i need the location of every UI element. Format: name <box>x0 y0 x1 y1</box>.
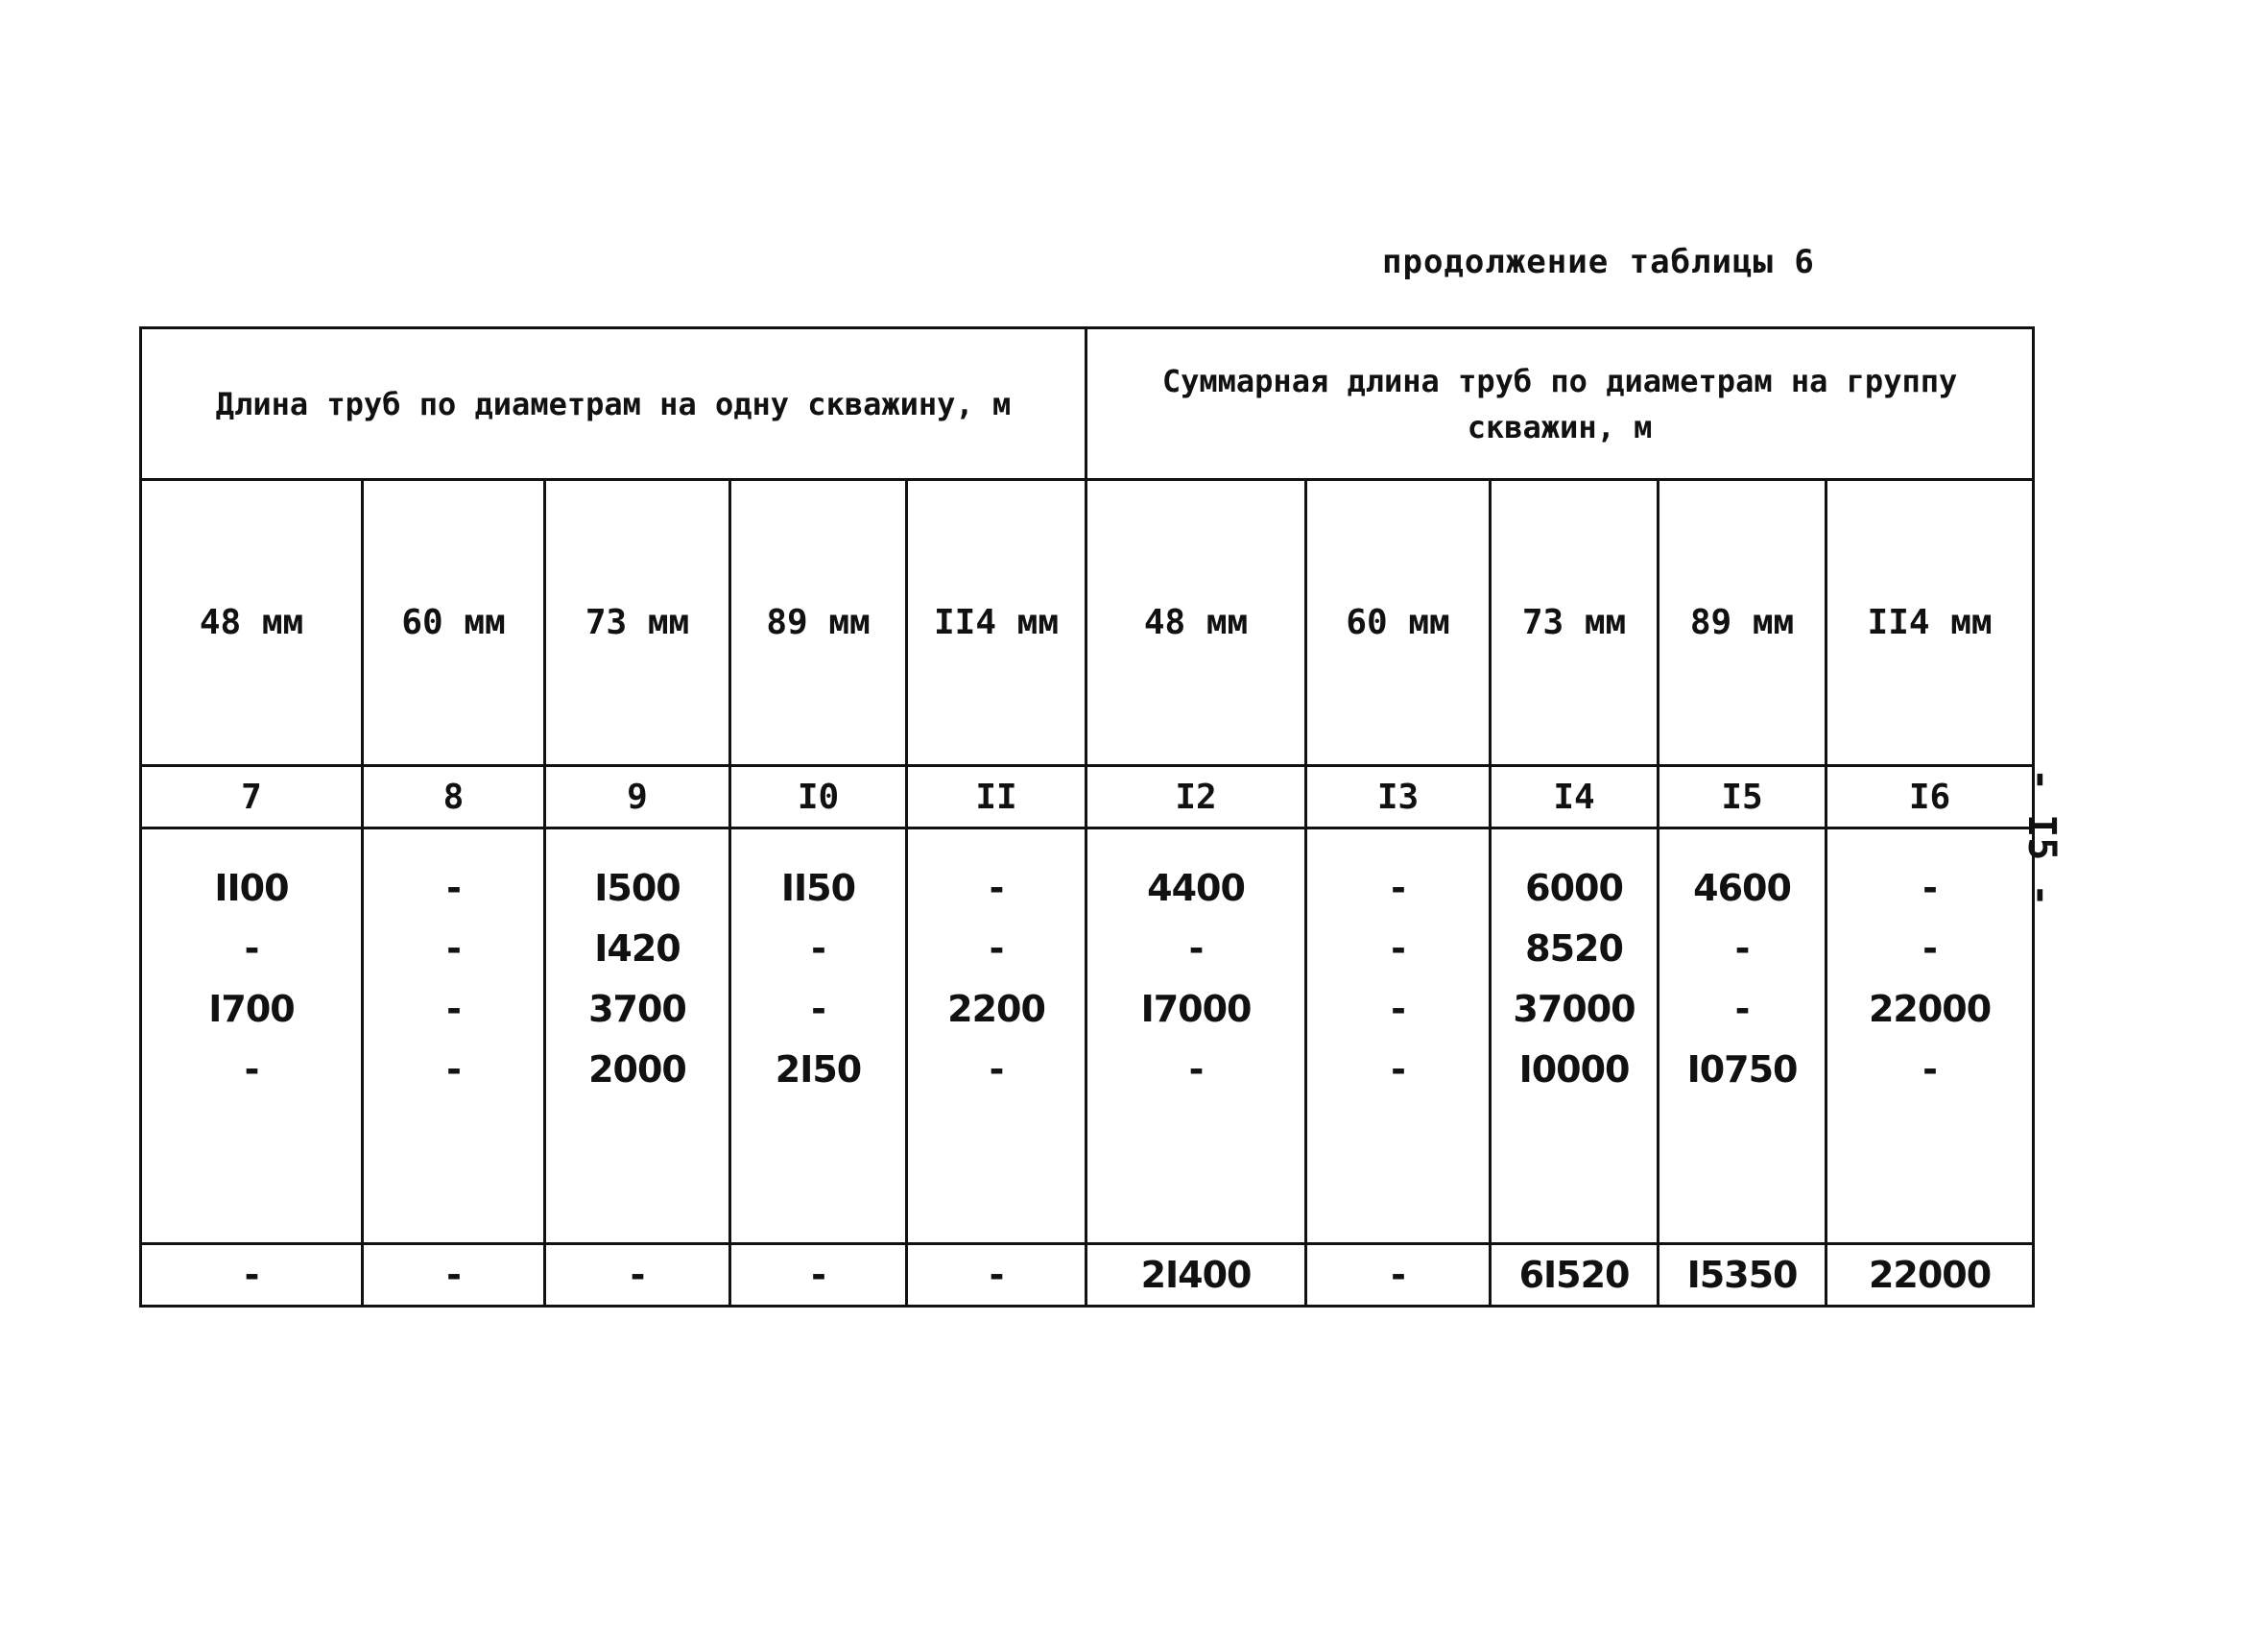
column-number: I3 <box>1306 766 1491 828</box>
page-number: - I5 - <box>2019 768 2064 907</box>
size-header: 89 мм <box>730 480 907 766</box>
data-cell <box>141 828 363 1244</box>
value: - <box>1391 1048 1405 1091</box>
value: - <box>446 988 461 1030</box>
column-number: II <box>907 766 1086 828</box>
value: - <box>811 927 825 970</box>
total-cell: - <box>363 1244 545 1307</box>
value: II50 <box>780 867 856 909</box>
pipe-length-table <box>139 326 2035 1308</box>
total-cell: - <box>141 1244 363 1307</box>
size-header: 48 мм <box>141 480 363 766</box>
size-header: 60 мм <box>1306 480 1491 766</box>
value: 2I50 <box>775 1048 862 1091</box>
table-caption: продолжение таблицы 6 <box>1382 243 1815 281</box>
value: I0750 <box>1686 1048 1798 1091</box>
value: - <box>989 927 1004 970</box>
column-number: I4 <box>1491 766 1659 828</box>
value: - <box>1922 927 1937 970</box>
size-header: 60 мм <box>363 480 545 766</box>
value: - <box>244 927 259 970</box>
value: 4600 <box>1693 867 1791 909</box>
value: - <box>1734 927 1750 970</box>
value: 37000 <box>1513 988 1635 1030</box>
value: - <box>989 1048 1004 1091</box>
total-cell: 2I400 <box>1086 1244 1306 1307</box>
value: II00 <box>214 867 289 909</box>
value: 6000 <box>1525 867 1623 909</box>
value: - <box>1391 927 1405 970</box>
total-cell: - <box>545 1244 730 1307</box>
total-cell: 6I520 <box>1491 1244 1659 1307</box>
value: - <box>989 867 1004 909</box>
value: I700 <box>208 988 295 1030</box>
data-cell <box>1306 828 1491 1244</box>
column-number: 7 <box>141 766 363 828</box>
value: - <box>446 1048 461 1091</box>
data-cell <box>730 828 907 1244</box>
value: I500 <box>594 867 680 909</box>
total-cell: I5350 <box>1659 1244 1826 1307</box>
size-header: II4 мм <box>1826 480 2034 766</box>
data-cell <box>1659 828 1826 1244</box>
value: I420 <box>594 927 680 970</box>
value: 2000 <box>588 1048 686 1091</box>
group-header-total: Суммарная длина труб по диаметрам на группу скважин, м <box>1086 328 2034 480</box>
column-number: 8 <box>363 766 545 828</box>
total-cell: - <box>730 1244 907 1307</box>
size-header: 73 мм <box>1491 480 1659 766</box>
size-header: II4 мм <box>907 480 1086 766</box>
value: 2200 <box>947 988 1045 1030</box>
total-cell: - <box>907 1244 1086 1307</box>
value: - <box>811 988 825 1030</box>
value: - <box>1188 927 1204 970</box>
data-cell <box>907 828 1086 1244</box>
data-cell <box>545 828 730 1244</box>
size-header: 48 мм <box>1086 480 1306 766</box>
value: - <box>1922 867 1937 909</box>
value: - <box>1922 1048 1937 1091</box>
column-number: I2 <box>1086 766 1306 828</box>
data-cell <box>363 828 545 1244</box>
value: - <box>1391 867 1405 909</box>
size-header: 73 мм <box>545 480 730 766</box>
column-number: 9 <box>545 766 730 828</box>
value: 4400 <box>1147 867 1245 909</box>
column-number: I6 <box>1826 766 2034 828</box>
size-header: 89 мм <box>1659 480 1826 766</box>
value: 8520 <box>1525 927 1623 970</box>
value: - <box>1734 988 1750 1030</box>
value: 22000 <box>1868 988 1992 1030</box>
data-cell <box>1491 828 1659 1244</box>
value: - <box>244 1048 259 1091</box>
value: - <box>446 927 461 970</box>
value: - <box>1188 1048 1204 1091</box>
data-cell <box>1826 828 2034 1244</box>
value: I0000 <box>1518 1048 1630 1091</box>
total-cell: 22000 <box>1826 1244 2034 1307</box>
data-cell <box>1086 828 1306 1244</box>
value: - <box>446 867 461 909</box>
total-cell: - <box>1306 1244 1491 1307</box>
value: 3700 <box>588 988 686 1030</box>
column-number: I5 <box>1659 766 1826 828</box>
column-number: I0 <box>730 766 907 828</box>
value: - <box>1391 988 1405 1030</box>
value: I7000 <box>1140 988 1252 1030</box>
group-header-per-well: Длина труб по диаметрам на одну скважину, м <box>141 328 1086 480</box>
